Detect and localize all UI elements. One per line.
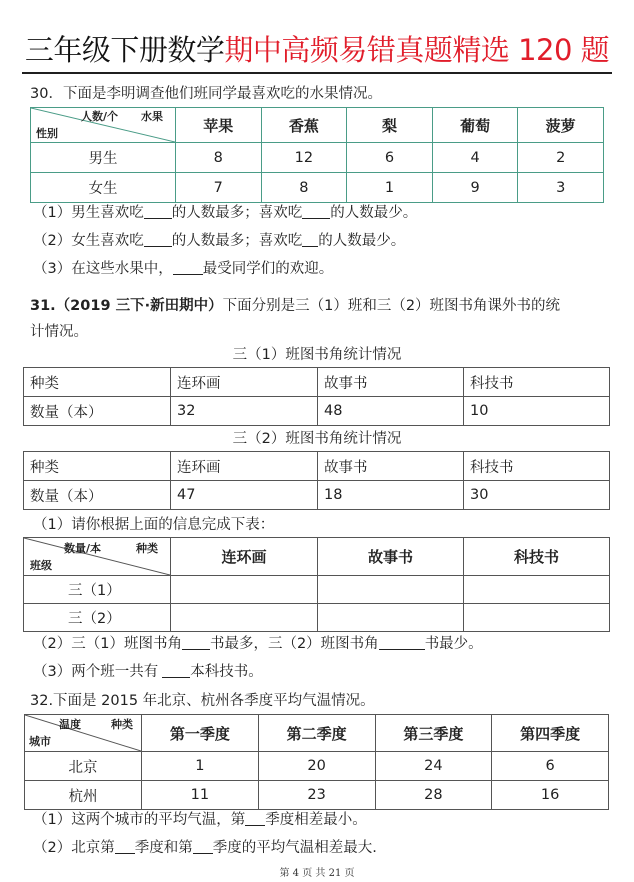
corner-label-class: 班级: [30, 559, 52, 572]
table-cell: 30: [464, 481, 610, 510]
sub-text: （2）三（1）班图书角: [33, 636, 182, 652]
answer-blank[interactable]: [193, 840, 213, 854]
diagonal-header-cell: [24, 538, 171, 576]
answer-blank[interactable]: [162, 664, 190, 678]
column-header-pineapple: 菠萝: [518, 108, 604, 143]
table-cell: 28: [375, 781, 492, 810]
column-header: 第四季度: [492, 715, 609, 752]
empty-answer-cell[interactable]: [318, 576, 464, 604]
table-header-row: [24, 538, 610, 576]
q31-stem-text: 下面分别是三（1）班和三（2）班图书角课外书的统: [222, 298, 561, 314]
table-cell: 24: [375, 752, 492, 781]
answer-blank[interactable]: [379, 636, 425, 650]
column-header: 第一季度: [142, 715, 259, 752]
title-underline: [22, 72, 612, 74]
row-label: 杭州: [25, 781, 142, 810]
sub-text: 书最少。: [424, 636, 483, 652]
sub-text: （1）男生喜欢吃: [33, 205, 144, 221]
corner-label-temp: 温度: [59, 718, 81, 731]
q32-temperature-table: [24, 714, 609, 810]
column-header: 科技书: [464, 538, 610, 576]
q30-sub2: [33, 231, 405, 251]
column-header: 第三季度: [375, 715, 492, 752]
sub-text: 季度的平均气温相差最大.: [212, 840, 377, 856]
column-header-pear: 梨: [347, 108, 433, 143]
table-cell: 23: [258, 781, 375, 810]
title-main: 三年级下册数学: [24, 33, 225, 67]
table-header-row: [25, 715, 609, 752]
table-header-row: [24, 452, 610, 481]
title-highlight: 期中高频易错真题精选 120 题: [224, 33, 610, 67]
table-cell: 1: [347, 173, 433, 203]
sub-text: 季度和第: [134, 840, 193, 856]
table-cell: 科技书: [464, 368, 610, 397]
row-label: 三（2）: [24, 604, 171, 632]
page-title: [0, 32, 634, 68]
column-header: 连环画: [171, 538, 318, 576]
q32-sub2: [33, 838, 377, 858]
class2-book-table: [23, 451, 610, 510]
row-label: 男生: [31, 143, 176, 173]
corner-label-gender: 性别: [36, 127, 58, 140]
table-cell: 48: [318, 397, 464, 426]
table-row: [25, 781, 609, 810]
table-cell: 连环画: [171, 368, 318, 397]
empty-answer-cell[interactable]: [171, 604, 318, 632]
table-cell: 数量（本）: [24, 481, 171, 510]
table-cell: 16: [492, 781, 609, 810]
table-cell: 9: [432, 173, 518, 203]
q31-sub3: [33, 662, 263, 682]
table-row: [25, 752, 609, 781]
empty-answer-cell[interactable]: [464, 576, 610, 604]
corner-label-city: 城市: [29, 735, 51, 748]
table-cell: 1: [142, 752, 259, 781]
table-cell: 47: [171, 481, 318, 510]
class1-book-table: [23, 367, 610, 426]
sub-text: 的人数最多；喜欢吃: [171, 233, 303, 249]
table-cell: 18: [318, 481, 464, 510]
q30-fruit-table: [30, 107, 604, 203]
sub-text: （3）两个班一共有: [33, 664, 159, 680]
corner-label-type: 种类: [136, 542, 158, 555]
empty-answer-cell[interactable]: [464, 604, 610, 632]
table-cell: 数量（本）: [24, 397, 171, 426]
answer-blank[interactable]: [302, 233, 318, 247]
answer-blank[interactable]: [115, 840, 135, 854]
table-cell: 种类: [24, 452, 171, 481]
sub-text: 本科技书。: [190, 664, 263, 680]
table1-caption: 三（1）班图书角统计情况: [232, 347, 402, 363]
sub-text: （1）这两个城市的平均气温，第: [33, 812, 246, 828]
empty-answer-cell[interactable]: [171, 576, 318, 604]
table2-caption: 三（2）班图书角统计情况: [232, 431, 402, 447]
answer-blank[interactable]: [182, 636, 210, 650]
column-header: 故事书: [318, 538, 464, 576]
row-label: 女生: [31, 173, 176, 203]
q30-sub3: [33, 259, 333, 279]
row-label: 北京: [25, 752, 142, 781]
table-cell: 8: [261, 173, 347, 203]
sub-text: （2）女生喜欢吃: [33, 233, 144, 249]
corner-label-type: 种类: [111, 718, 133, 731]
q31-stem-line2: 计情况。: [30, 324, 88, 340]
q31-source: 31.（2019 三下·新田期中）: [30, 298, 223, 314]
table-cell: 故事书: [318, 452, 464, 481]
sub-text: （3）在这些水果中，: [33, 261, 173, 277]
sub-text: 的人数最少。: [318, 233, 406, 249]
table-cell: 20: [258, 752, 375, 781]
table-cell: 连环画: [171, 452, 318, 481]
column-header-banana: 香蕉: [261, 108, 347, 143]
table-cell: 4: [432, 143, 518, 173]
table-cell: 7: [176, 173, 262, 203]
table-cell: 2: [518, 143, 604, 173]
row-label: 三（1）: [24, 576, 171, 604]
table-header-row: [24, 368, 610, 397]
corner-label-count: 数量/本: [64, 542, 102, 555]
q31-sub2: [33, 634, 483, 654]
column-header-grape: 葡萄: [432, 108, 518, 143]
table-row: [24, 576, 610, 604]
table-row: [24, 397, 610, 426]
q31-fill-table: [23, 537, 610, 632]
table-row: [24, 604, 610, 632]
corner-label-fruit: 水果: [141, 110, 163, 123]
diagonal-header-cell: [31, 108, 176, 143]
table-cell: 6: [492, 752, 609, 781]
corner-label-count: 人数/个: [81, 110, 119, 123]
answer-blank[interactable]: [245, 812, 265, 826]
sub-text: （2）北京第: [33, 840, 115, 856]
q31-sub1: （1）请你根据上面的信息完成下表：: [33, 517, 275, 533]
table-cell: 12: [261, 143, 347, 173]
table-row: [24, 481, 610, 510]
diagonal-header-cell: [25, 715, 142, 752]
table-header-row: [31, 108, 604, 143]
table-cell: 种类: [24, 368, 171, 397]
answer-blank[interactable]: [144, 233, 172, 247]
table-cell: 6: [347, 143, 433, 173]
sub-text: 的人数最少。: [330, 205, 418, 221]
q32-stem: 32.下面是 2015 年北京、杭州各季度平均气温情况。: [30, 693, 375, 709]
q30-sub1: [33, 203, 417, 223]
answer-blank[interactable]: [173, 261, 203, 275]
answer-blank[interactable]: [302, 205, 330, 219]
sub-text: 书最多，三（2）班图书角: [209, 636, 379, 652]
q32-sub1: [33, 810, 367, 830]
q30-stem: 30．下面是李明调查他们班同学最喜欢吃的水果情况。: [30, 86, 382, 102]
q31-stem: [30, 296, 560, 316]
sub-text: 的人数最多；喜欢吃: [171, 205, 303, 221]
column-header-apple: 苹果: [176, 108, 262, 143]
table-cell: 32: [171, 397, 318, 426]
table-cell: 科技书: [464, 452, 610, 481]
column-header: 第二季度: [258, 715, 375, 752]
table-row: [31, 143, 604, 173]
sub-text: 最受同学们的欢迎。: [202, 261, 334, 277]
table-cell: 8: [176, 143, 262, 173]
table-row: [31, 173, 604, 203]
table-cell: 3: [518, 173, 604, 203]
table-cell: 故事书: [318, 368, 464, 397]
page-footer: 第 4 页 共 21 页: [279, 868, 355, 879]
sub-text: 季度相差最小。: [265, 812, 367, 828]
answer-blank[interactable]: [144, 205, 172, 219]
table-cell: 10: [464, 397, 610, 426]
empty-answer-cell[interactable]: [318, 604, 464, 632]
table-cell: 11: [142, 781, 259, 810]
